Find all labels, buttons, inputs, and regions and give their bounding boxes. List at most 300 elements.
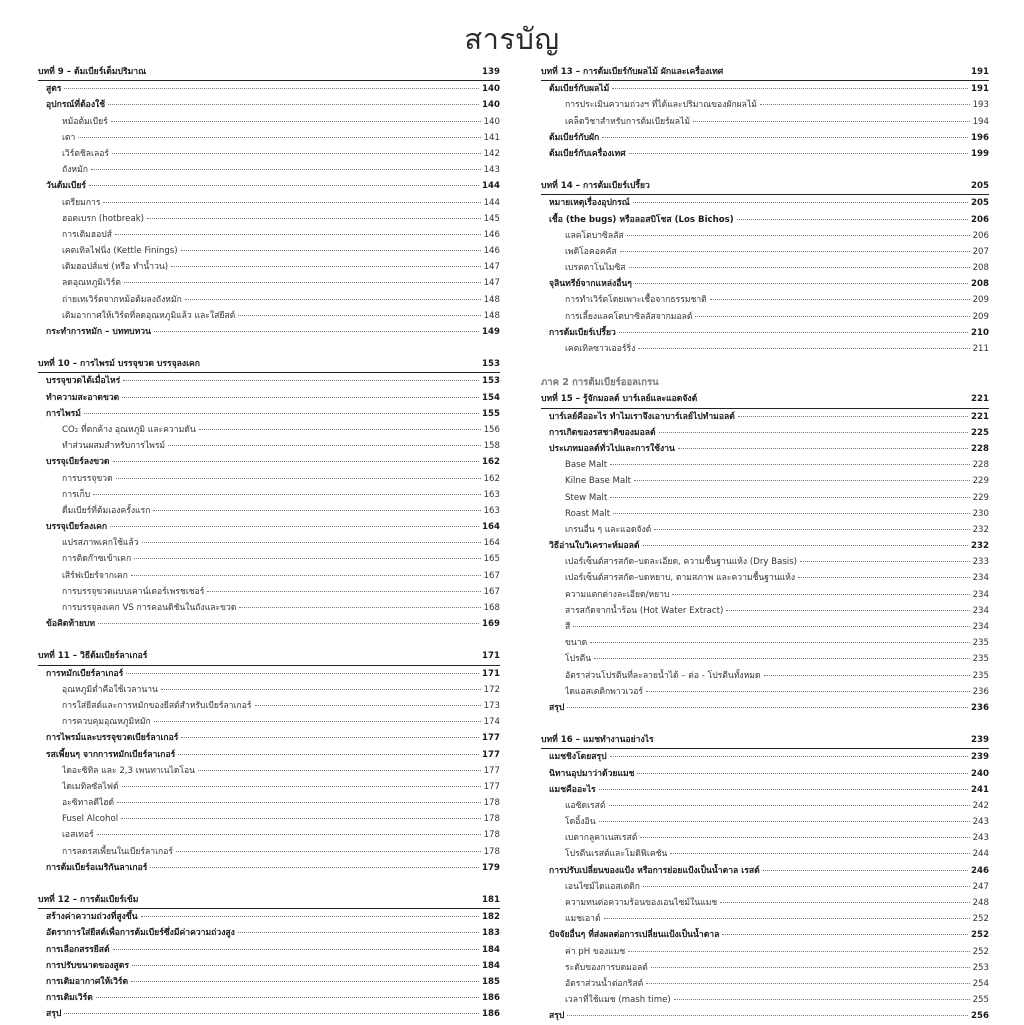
toc-entry-title: ต้มเบียร์กับผัก (549, 132, 600, 143)
section-gap (541, 716, 989, 732)
toc-entry-title: ระดับของการบดมอลต์ (565, 962, 648, 973)
page-title: สารบัญ (464, 22, 560, 56)
toc-subsection[interactable] (38, 471, 500, 487)
toc-page-number: 229 (972, 476, 989, 487)
toc-entry-title: บทที่ 14 – การต้มเบียร์เปรี้ยว (541, 181, 650, 192)
dot-leader (103, 201, 480, 203)
toc-section[interactable] (541, 1008, 989, 1024)
toc-page-number: 240 (971, 768, 989, 779)
toc-section[interactable] (541, 441, 989, 457)
toc-page-number: 253 (972, 962, 989, 973)
dot-leader (141, 899, 479, 900)
toc-page-number: 144 (482, 181, 500, 192)
toc-subsection[interactable] (541, 895, 989, 911)
toc-page-number: 243 (972, 817, 989, 828)
toc-entry-title: หมายเหตุเรื่องอุปกรณ์ (549, 198, 630, 209)
toc-subsection[interactable] (38, 162, 500, 178)
toc-page-number: 142 (483, 148, 500, 159)
toc-page-number: 168 (483, 603, 500, 613)
dot-leader (613, 512, 969, 514)
toc-entry-title: การควบคุมอุณหภูมิหมัก (62, 717, 151, 728)
toc-subsection[interactable] (541, 960, 989, 976)
dot-leader (111, 120, 481, 122)
toc-section[interactable] (541, 782, 989, 798)
toc-subsection[interactable] (541, 911, 989, 927)
toc-entry-title: สี (565, 622, 571, 632)
toc-subsection[interactable] (38, 146, 500, 162)
toc-section[interactable] (38, 1006, 500, 1022)
toc-subsection[interactable] (541, 114, 989, 130)
toc-page-number: 171 (482, 668, 500, 679)
toc-page-number: 234 (972, 622, 989, 632)
toc-chapter[interactable] (541, 391, 989, 408)
toc-entry-title: เติมฮอปส์แช่ (หรือ ทำน้ำวน) (62, 262, 169, 273)
toc-page-number: 156 (483, 424, 500, 435)
toc-entry-title: การเกิดของรสชาติของมอลต์ (549, 427, 656, 438)
toc-section[interactable] (541, 212, 989, 228)
toc-entry-title: สร้างค่าความถ่วงที่สูงขึ้น (46, 912, 138, 923)
toc-section[interactable] (541, 425, 989, 441)
toc-entry-title: โดอิ้งอิน (565, 817, 596, 828)
toc-entry-title: การลดรสเพี้ยนในเบียร์ลาเกอร์ (62, 846, 173, 857)
dot-leader (122, 785, 481, 787)
toc-page-number: 177 (482, 749, 500, 760)
dot-leader (670, 852, 969, 854)
toc-page-number: 225 (971, 427, 989, 438)
toc-entry-title: บทที่ 10 – การไพรม์ บรรจุขวด บรรจุลงเคก (38, 359, 200, 370)
toc-subsection[interactable] (38, 714, 500, 730)
dot-leader (643, 544, 969, 546)
toc-entry-title: การต้มเบียร์เปรี้ยว (549, 327, 616, 338)
toc-entry-title: เตา (62, 132, 76, 143)
toc-section[interactable] (541, 195, 989, 211)
dot-leader (610, 755, 968, 757)
section-gap (38, 876, 500, 892)
dot-leader (161, 688, 481, 690)
toc-chapter[interactable] (38, 356, 500, 373)
dot-leader (255, 704, 481, 706)
dot-leader (659, 431, 968, 433)
toc-subsection[interactable] (541, 309, 989, 325)
toc-entry-title: เกรนอื่น ๆ และแอดจังต์ (565, 524, 652, 535)
toc-page-number: 252 (971, 930, 989, 941)
toc-page-number: 141 (483, 132, 500, 143)
toc-subsection[interactable] (541, 603, 989, 619)
toc-section[interactable] (541, 325, 989, 341)
toc-page-number: 169 (482, 619, 500, 630)
dot-leader (800, 560, 970, 562)
toc-entry-title: เคตเทิลไฟนิ่ง (Kettle Finings) (62, 246, 178, 257)
toc-subsection[interactable] (541, 879, 989, 895)
toc-entry-title: เปอร์เซ็นต์สารสกัด–บดหยาบ, ตามสภาพ และความชื้นฐานแห้ง (565, 573, 796, 584)
toc-entry-title: การประเมินความถ่วงฯ ที่ได้และปริมาณของผักผลไม้ (565, 100, 757, 111)
toc-entry-title: เติมอากาศให้เวิร์ตที่ลดอุณหภูมิแล้ว และใส่ยีสต์ (62, 310, 236, 321)
toc-page-number: 228 (972, 460, 989, 471)
dot-leader (181, 249, 481, 251)
toc-subsection[interactable] (541, 554, 989, 570)
toc-page-number: 246 (971, 865, 989, 876)
dot-leader (612, 87, 968, 89)
toc-page-number: 233 (972, 557, 989, 568)
toc-entry-title: Roast Malt (565, 508, 611, 519)
toc-section[interactable] (541, 700, 989, 716)
toc-entry-title: การเติมเวิร์ต (46, 993, 93, 1004)
toc-entry-title: บทที่ 11 – วิธีต้มเบียร์ลาเกอร์ (38, 651, 148, 662)
toc-section[interactable] (38, 454, 500, 470)
dot-leader (643, 885, 970, 887)
toc-section[interactable] (541, 766, 989, 782)
dot-leader (798, 576, 969, 578)
toc-page-number: 164 (482, 522, 500, 533)
toc-chapter[interactable] (38, 648, 500, 665)
toc-subsection[interactable] (541, 228, 989, 244)
dot-leader (629, 266, 970, 268)
dot-leader (619, 331, 968, 333)
toc-entry-title: บทที่ 9 – ต้มเบียร์เต็มปริมาณ (38, 67, 147, 77)
toc-entry-title: เสิร์ฟเบียร์จากเคก (62, 570, 128, 581)
toc-page-number: 154 (482, 392, 500, 403)
toc-page-number: 191 (971, 67, 989, 77)
toc-section[interactable] (541, 538, 989, 554)
toc-entry-title: ข้อคิดท้ายบท (46, 619, 96, 630)
toc-subsection[interactable] (541, 522, 989, 538)
toc-subsection[interactable] (541, 97, 989, 113)
toc-page-number: 210 (971, 327, 989, 338)
toc-subsection[interactable] (541, 846, 989, 862)
dot-leader (176, 850, 481, 852)
toc-page-number: 206 (972, 230, 989, 241)
toc-entry-title: แมชคืออะไร (549, 784, 596, 795)
toc-subsection[interactable] (38, 811, 500, 827)
toc-page-number: 177 (483, 781, 500, 792)
toc-entry-title: สรุป (46, 1009, 62, 1020)
toc-entry-title: เคตเทิลซาวเออร์ริ่ง (565, 344, 636, 354)
toc-entry-title: ความแตกต่างละเอียด/หยาบ (565, 589, 670, 600)
dot-leader (97, 833, 481, 835)
dot-leader (594, 657, 969, 659)
toc-entry-title: การบรรจุลงเคก VS การคอนดิชันในถังและขวด (62, 603, 237, 613)
toc-page-number: 232 (971, 541, 989, 552)
toc-chapter[interactable] (541, 64, 989, 81)
toc-page-number: 146 (483, 229, 500, 240)
toc-page-number: 234 (972, 589, 989, 600)
toc-subsection[interactable] (541, 619, 989, 635)
toc-subsection[interactable] (38, 551, 500, 567)
toc-page-number: 235 (972, 654, 989, 665)
toc-page-number: 167 (483, 570, 500, 581)
toc-entry-title: สารสกัดจากน้ำร้อน (Hot Water Extract) (565, 605, 724, 616)
toc-chapter[interactable] (541, 178, 989, 195)
toc-subsection[interactable] (38, 275, 500, 291)
toc-section[interactable] (38, 519, 500, 535)
toc-subsection[interactable] (541, 473, 989, 489)
toc-entry-title: แมชชิงโดยสรุป (549, 752, 607, 763)
toc-page-number: 140 (482, 100, 500, 111)
toc-entry-title: แลคโตบาซิลลัส (565, 230, 624, 241)
toc-subsection[interactable] (38, 600, 500, 616)
dot-leader (181, 736, 479, 738)
dot-leader (149, 71, 479, 72)
toc-subsection[interactable] (38, 844, 500, 860)
toc-page-number: 205 (971, 198, 989, 209)
toc-subsection[interactable] (38, 763, 500, 779)
dot-leader (84, 412, 479, 414)
dot-leader (78, 136, 480, 138)
toc-section[interactable] (541, 81, 989, 97)
toc-section[interactable] (38, 747, 500, 763)
toc-section[interactable] (38, 666, 500, 682)
toc-section[interactable] (38, 324, 500, 340)
dot-leader (154, 720, 481, 722)
toc-section[interactable] (38, 925, 500, 941)
dot-leader (131, 574, 481, 576)
dot-leader (91, 168, 481, 170)
toc-page-number: 208 (971, 279, 989, 290)
dot-leader (112, 152, 481, 154)
toc-entry-title: การเติมอากาศให้เวิร์ต (46, 976, 129, 987)
dot-leader (604, 917, 970, 919)
toc-section[interactable] (38, 990, 500, 1006)
toc-chapter[interactable] (38, 892, 500, 909)
toc-subsection[interactable] (541, 830, 989, 846)
dot-leader (154, 330, 479, 332)
toc-section[interactable] (38, 81, 500, 97)
toc-subsection[interactable] (541, 260, 989, 276)
toc-subsection[interactable] (38, 438, 500, 454)
toc-entry-title: จุลินทรีย์จากแหล่งอื่นๆ (549, 279, 632, 290)
toc-right-column (541, 64, 989, 1025)
toc-subsection[interactable] (38, 795, 500, 811)
toc-page-number: 173 (483, 700, 500, 711)
toc-page-number: 193 (972, 100, 989, 111)
dot-leader (122, 396, 479, 398)
toc-page-number: 234 (972, 573, 989, 584)
dot-leader (599, 820, 970, 822)
toc-page-number: 235 (972, 638, 989, 649)
toc-page-number: 162 (483, 473, 500, 484)
dot-leader (693, 120, 970, 122)
toc-subsection[interactable] (38, 682, 500, 698)
toc-subsection[interactable] (38, 259, 500, 275)
toc-subsection[interactable] (541, 506, 989, 522)
dot-leader (629, 152, 968, 154)
section-gap (38, 632, 500, 648)
dot-leader (651, 966, 970, 968)
toc-page-number: 184 (482, 960, 500, 971)
toc-section[interactable] (38, 958, 500, 974)
dot-leader (653, 185, 968, 186)
dot-leader (640, 836, 969, 838)
toc-page-number: 144 (483, 197, 500, 208)
toc-section[interactable] (38, 942, 500, 958)
toc-subsection[interactable] (541, 635, 989, 651)
toc-section[interactable] (38, 373, 500, 389)
dot-leader (738, 415, 968, 417)
toc-page-number: 174 (483, 717, 500, 728)
toc-entry-title: การไพรม์และบรรจุขวดเบียร์ลาเกอร์ (46, 733, 179, 744)
toc-entry-title: เคล็ดวิชาสำหรับการต้มเบียร์ผลไม้ (565, 116, 691, 127)
dot-leader (178, 753, 479, 755)
toc-subsection[interactable] (541, 814, 989, 830)
toc-page-number: 205 (971, 181, 989, 192)
toc-subsection[interactable] (541, 798, 989, 814)
toc-subsection[interactable] (38, 130, 500, 146)
toc-section[interactable] (38, 390, 500, 406)
toc-entry-title: วันต้มเบียร์ (46, 181, 86, 192)
dot-leader (627, 234, 970, 236)
toc-entry-title: นิทานอุปมาว่าด้วยแมช (549, 768, 635, 779)
dot-leader (610, 496, 969, 498)
toc-page-number: 208 (972, 263, 989, 274)
toc-subsection[interactable] (38, 422, 500, 438)
dot-leader (573, 625, 969, 627)
toc-entry-title: ไดเมทิลซัลไฟด์ (62, 781, 119, 792)
toc-subsection[interactable] (541, 457, 989, 473)
toc-entry-title: อัตราการใส่ยีสต์เพื่อการต้มเบียร์ซึ่งมีค่าความถ่วงสูง (46, 928, 235, 939)
dot-leader (168, 444, 480, 446)
toc-section[interactable] (541, 130, 989, 146)
toc-subsection[interactable] (541, 341, 989, 357)
dot-leader (98, 622, 479, 624)
dot-leader (635, 282, 968, 284)
toc-section[interactable] (38, 909, 500, 925)
toc-entry-title: ไดอะซิทิล และ 2,3 เพนทาเนไดโอน (62, 765, 196, 776)
toc-chapter[interactable] (541, 732, 989, 749)
toc-subsection[interactable] (541, 292, 989, 308)
toc-page-number: 186 (482, 993, 500, 1004)
toc-page-number: 199 (971, 148, 989, 159)
part-heading: ภาค 2 การต้มเบียร์ออลเกรน (541, 377, 659, 389)
toc-entry-title: การหมักเบียร์ลาเกอร์ (46, 668, 124, 679)
toc-section[interactable] (38, 616, 500, 632)
toc-page-number: 172 (483, 684, 500, 695)
dot-leader (198, 769, 481, 771)
toc-page-number: 167 (483, 586, 500, 597)
toc-section[interactable] (541, 749, 989, 765)
toc-entry-title: การติดก๊าซเข้าเคก (62, 554, 132, 565)
toc-subsection[interactable] (38, 211, 500, 227)
toc-page-number: 236 (971, 702, 989, 713)
dot-leader (590, 641, 969, 643)
toc-entry-title: สูตร (46, 84, 62, 95)
toc-chapter[interactable] (38, 64, 500, 81)
toc-section[interactable] (541, 146, 989, 162)
toc-subsection[interactable] (541, 651, 989, 667)
toc-entry-title: ถังหมัก (62, 165, 88, 176)
toc-page-number: 236 (972, 686, 989, 697)
dot-leader (672, 593, 969, 595)
toc-page-number: 194 (972, 116, 989, 127)
dot-leader (695, 315, 969, 317)
toc-entry-title: การบรรจุขวดแบบเคาน์เตอร์เพรชเชอร์ (62, 586, 205, 597)
dot-leader (96, 996, 479, 998)
toc-section[interactable] (38, 97, 500, 113)
toc-subsection[interactable] (38, 227, 500, 243)
toc-page-number: 146 (483, 246, 500, 257)
toc-page-number: 162 (482, 457, 500, 468)
toc-subsection[interactable] (38, 568, 500, 584)
toc-subsection[interactable] (38, 535, 500, 551)
toc-subsection[interactable] (38, 114, 500, 130)
toc-subsection[interactable] (541, 490, 989, 506)
toc-subsection[interactable] (38, 195, 500, 211)
toc-section[interactable] (38, 730, 500, 746)
toc-entry-title: บาร์เลย์คืออะไร ทำไมเราจึงเอาบาร์เลย์ไปทำมอลต์ (549, 411, 735, 422)
toc-subsection[interactable] (541, 570, 989, 586)
toc-page-number: 244 (972, 849, 989, 860)
toc-section[interactable] (541, 276, 989, 292)
toc-entry-title: เชื้อ (the bugs) หรือลอสบิโชส (Los Bichos) (549, 214, 734, 225)
toc-subsection[interactable] (38, 487, 500, 503)
dot-leader (93, 493, 480, 495)
toc-page-number: 163 (483, 505, 500, 516)
dot-leader (633, 201, 968, 203)
toc-subsection[interactable] (38, 779, 500, 795)
toc-page-number: 196 (971, 132, 989, 143)
toc-subsection[interactable] (541, 668, 989, 684)
toc-subsection[interactable] (541, 684, 989, 700)
toc-section[interactable] (541, 863, 989, 879)
toc-entry-title: แปรสภาพเคกใช้แล้ว (62, 538, 139, 549)
toc-page-number: 207 (972, 246, 989, 257)
toc-page-number: 153 (482, 359, 500, 370)
toc-subsection[interactable] (38, 698, 500, 714)
toc-section[interactable] (38, 860, 500, 876)
dot-leader (142, 541, 481, 543)
toc-entry-title: เปอร์เซ็นต์สารสกัด–บดละเอียด, ความชื้นฐานแห้ง (Dry Basis) (565, 557, 798, 568)
toc-subsection[interactable] (38, 308, 500, 324)
toc-subsection[interactable] (541, 587, 989, 603)
toc-entry-title: หม้อต้มเบียร์ (62, 116, 108, 127)
toc-subsection[interactable] (541, 944, 989, 960)
toc-subsection[interactable] (38, 243, 500, 259)
dot-leader (199, 428, 481, 430)
toc-subsection[interactable] (541, 244, 989, 260)
toc-section[interactable] (38, 406, 500, 422)
dot-leader (64, 87, 479, 89)
toc-section[interactable] (541, 409, 989, 425)
toc-subsection[interactable] (38, 584, 500, 600)
toc-entry-title: ประเภทมอลต์ทั่วไปและการใช้งาน (549, 443, 675, 454)
toc-section[interactable] (38, 178, 500, 194)
dot-leader (700, 398, 968, 399)
toc-subsection[interactable] (38, 503, 500, 519)
toc-subsection[interactable] (38, 292, 500, 308)
dot-leader (567, 1014, 968, 1016)
toc-subsection[interactable] (541, 992, 989, 1008)
toc-entry-title: ถ่ายเทเวิร์ตจากหม้อต้มลงถังหมัก (62, 294, 182, 305)
toc-entry-title: Kilne Base Malt (565, 476, 631, 487)
dot-leader (132, 964, 479, 966)
toc-section[interactable] (38, 974, 500, 990)
toc-subsection[interactable] (541, 976, 989, 992)
section-gap (541, 162, 989, 178)
toc-entry-title: บรรจุเบียร์ลงเคก (46, 522, 108, 533)
toc-page-number: 145 (483, 213, 500, 224)
toc-page-number: 143 (483, 165, 500, 176)
dot-leader (171, 265, 480, 267)
toc-page-number: 209 (972, 311, 989, 322)
toc-page-number: 178 (483, 846, 500, 857)
toc-page-number: 185 (482, 976, 500, 987)
toc-entry-title: แมชเอาต์ (565, 914, 601, 925)
toc-subsection[interactable] (38, 827, 500, 843)
toc-page-number: 140 (483, 116, 500, 127)
dot-leader (238, 931, 479, 933)
toc-section[interactable] (541, 927, 989, 943)
toc-page-number: 164 (483, 538, 500, 549)
dot-leader (722, 933, 968, 935)
